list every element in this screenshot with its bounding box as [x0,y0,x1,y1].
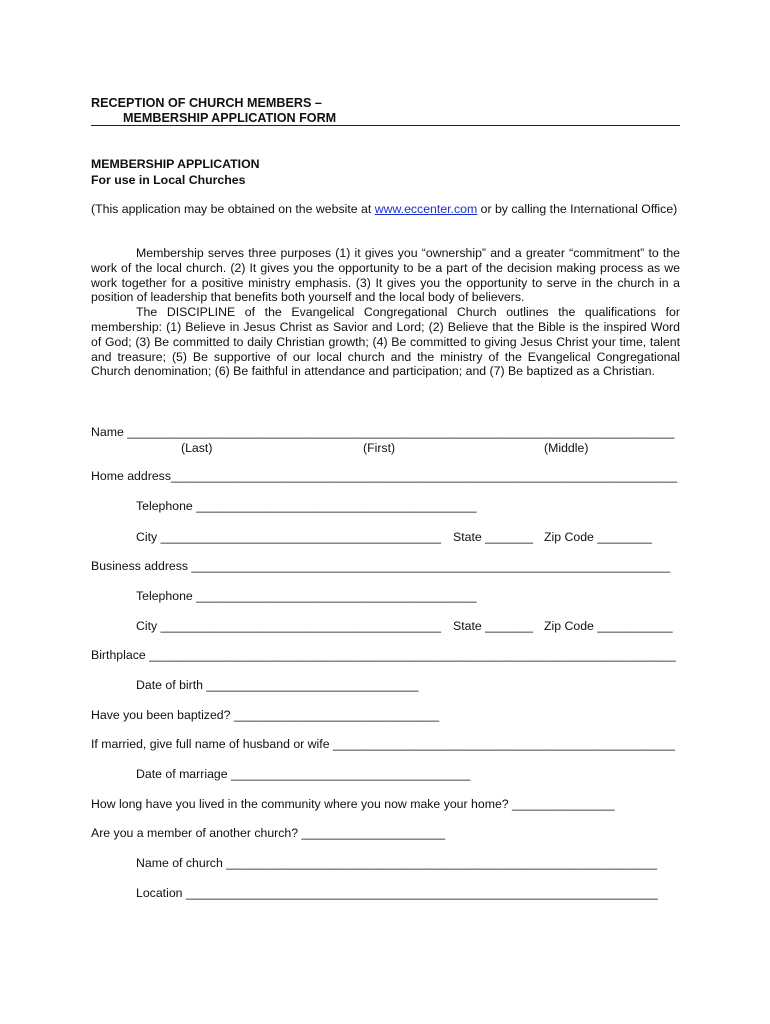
qualifications-paragraph: The DISCIPLINE of the Evangelical Congregational Church outlines the qualifications for membership: (1) Believe in Jesus Christ as Savior and Lord; (2) Believe that the Bible is the inspired Word of God; (3) Be committed to daily Christian growth; (4) Be committed to giving Jesus Christ your time, talent and treasure; (5) Be supportive of our local church and the ministry of the Evangelical Congregational Church denomination; (6) Be faithful in attendance and participation; and (7) Be baptized as a Christian. [91,305,680,379]
church-location-field[interactable]: Location _____________________________________________________________________ [136,886,658,900]
birthplace-field[interactable]: Birthplace _____________________________________________________________________________ [91,648,676,662]
date-of-marriage-field[interactable]: Date of marriage ___________________________________ [136,767,471,781]
title-divider [91,125,680,126]
form-title [91,96,680,126]
spouse-name-field[interactable]: If married, give full name of husband or wife __________________________________________________ [91,737,675,751]
church-name-field[interactable]: Name of church _______________________________________________________________ [136,856,658,870]
name-last-label: (Last) [181,441,213,455]
other-church-field[interactable]: Are you a member of another church? _____________________ [91,826,446,840]
business-zip-field[interactable]: Zip Code ___________ [544,619,673,633]
note-text-after: or by calling the International Office) [477,202,678,216]
section-heading: MEMBERSHIP APPLICATION [91,157,260,171]
community-duration-field[interactable]: How long have you lived in the community where you now make your home? _______________ [91,797,615,811]
home-telephone-field[interactable]: Telephone _________________________________________ [136,499,477,513]
home-address-field[interactable]: Home address__________________________________________________________________________ [91,469,678,483]
home-state-field[interactable]: State _______ [453,530,534,544]
date-of-birth-field[interactable]: Date of birth _______________________________ [136,678,419,692]
name-middle-label: (Middle) [544,441,589,455]
website-link[interactable]: www.eccenter.com [374,202,478,216]
membership-description [91,246,680,379]
note-text-before: (This application may be obtained on the website at [91,202,375,216]
name-first-label: (First) [363,441,396,455]
purposes-paragraph: Membership serves three purposes (1) it gives you “ownership” and a greater “commitment” to the work of the local church. (2) It gives you the opportunity to be a part of the decision making process as we work together for a positive ministry emphasis. (3) It gives you the opportunity to serve in the church in a position of leadership that benefits both yourself and the local body of believers. [91,246,680,305]
form-title-line1: RECEPTION OF CHURCH MEMBERS – [91,96,322,110]
availability-note [91,202,680,217]
home-city-field[interactable]: City _________________________________________ [136,530,441,544]
section-subheading: For use in Local Churches [91,172,246,187]
business-state-field[interactable]: State _______ [453,619,534,633]
name-field[interactable]: Name ________________________________________________________________________________ [91,425,675,439]
business-telephone-field[interactable]: Telephone _________________________________________ [136,589,477,603]
form-title-line2: MEMBERSHIP APPLICATION FORM [123,111,337,125]
business-address-field[interactable]: Business address ______________________________________________________________________ [91,559,671,573]
section-heading-block [91,157,260,188]
home-zip-field[interactable]: Zip Code ________ [544,530,653,544]
business-city-field[interactable]: City _________________________________________ [136,619,441,633]
baptized-field[interactable]: Have you been baptized? ______________________________ [91,708,440,722]
